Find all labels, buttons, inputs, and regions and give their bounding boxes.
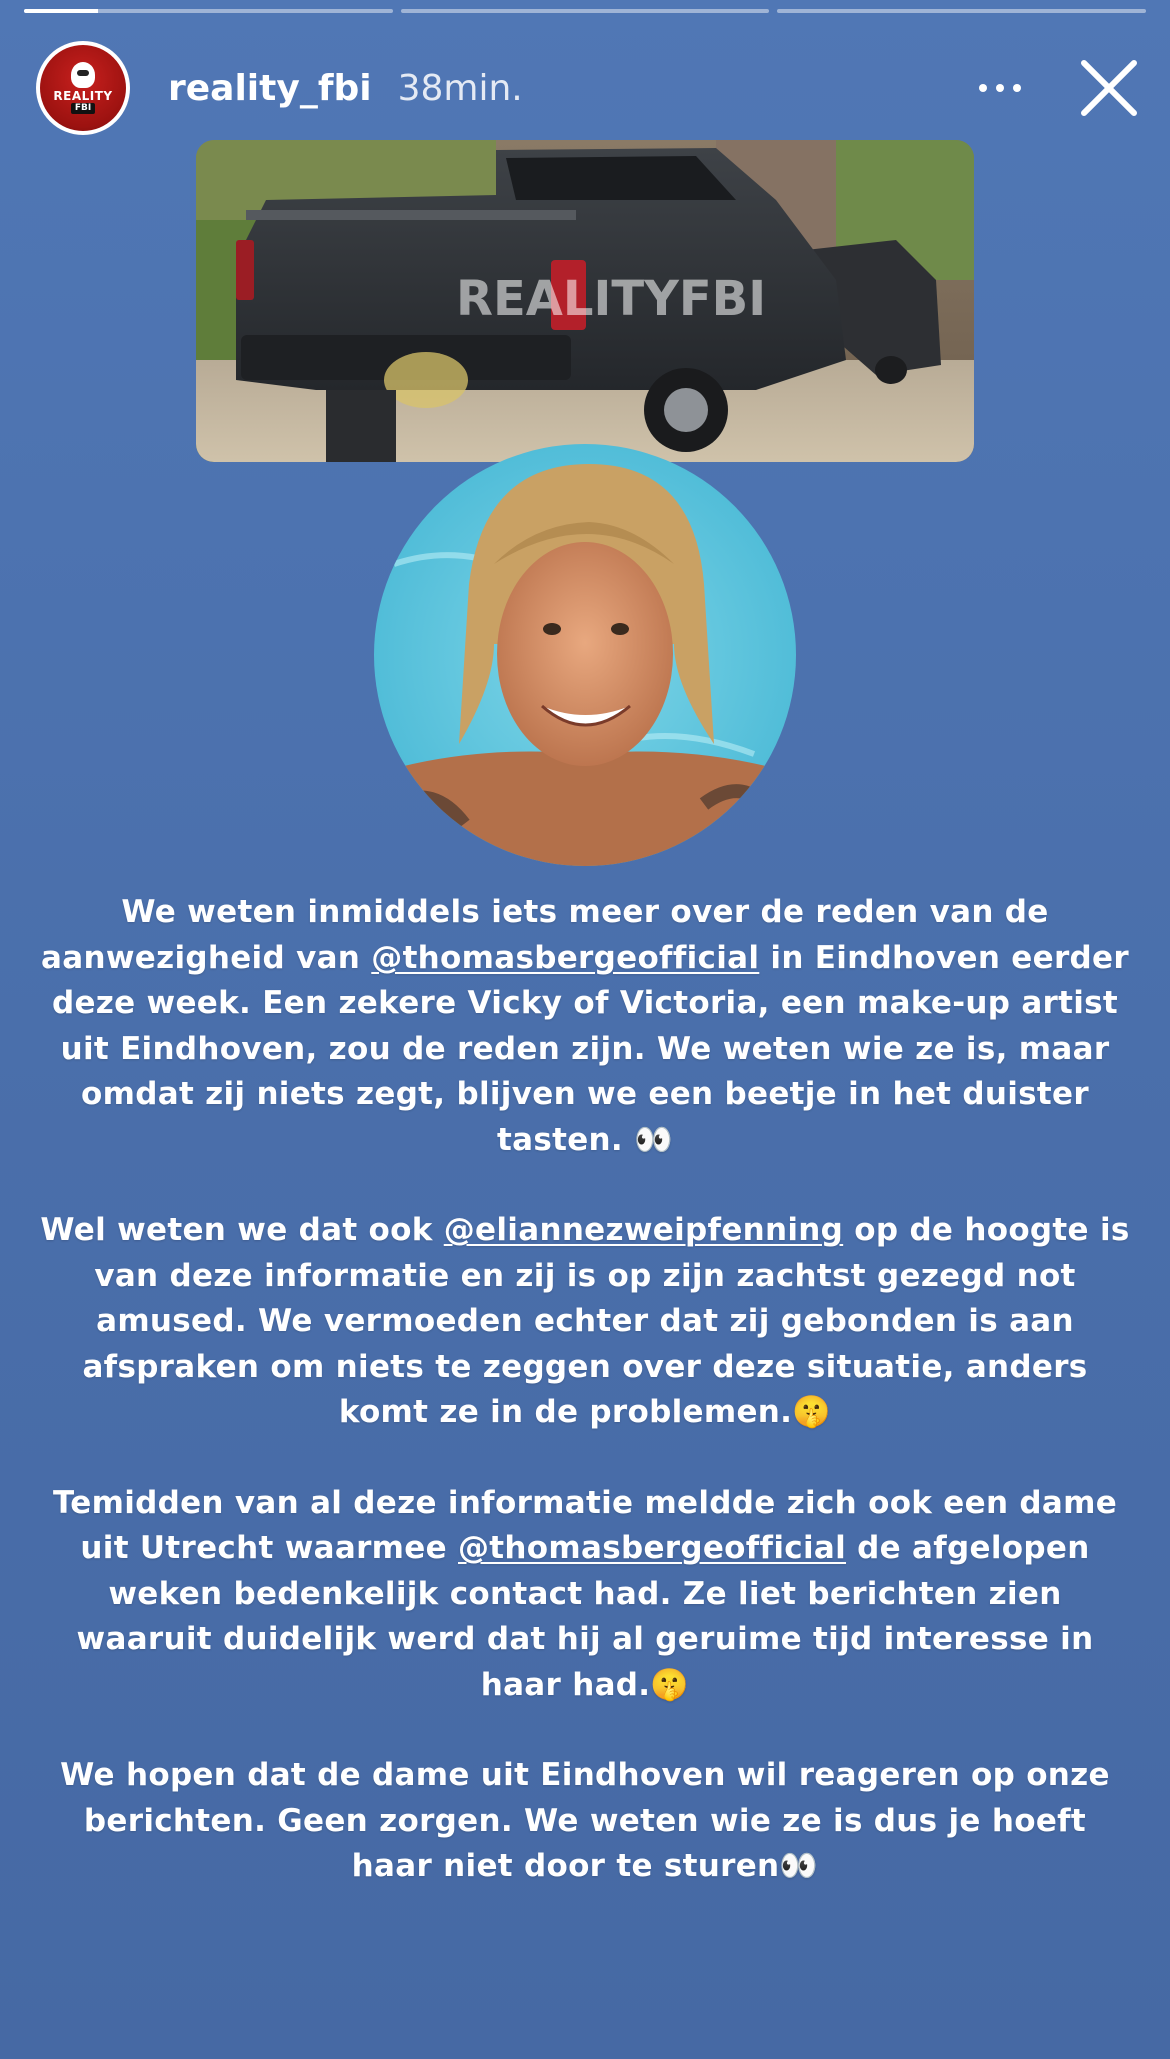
mention-link[interactable]: @thomasbergeofficial xyxy=(458,1530,847,1566)
mascot-icon xyxy=(71,62,95,88)
photo-watermark: REALITYFBI xyxy=(456,271,767,327)
profile-avatar-icon[interactable] xyxy=(36,41,130,135)
story-progress xyxy=(24,9,1146,13)
avatar-logo-text: REALITY xyxy=(53,89,113,103)
story-header xyxy=(36,40,1140,136)
truck-photo xyxy=(196,140,974,462)
post-time: 38min. xyxy=(397,67,523,109)
caption-text: Wel weten we dat ook xyxy=(40,1212,444,1248)
mention-link[interactable]: @eliannezweipfenning xyxy=(443,1212,844,1248)
more-options-icon[interactable] xyxy=(970,68,1030,108)
caption-text: op de hoogte is van deze informatie en zij is op zijn zachtst gezegd not amused. We vermoeden echter dat zij gebonden is aan afspraken om niets te zeggen over deze situatie, anders komt ze in de problemen.🤫 xyxy=(82,1212,1130,1430)
progress-segment-3 xyxy=(777,9,1146,13)
username[interactable]: reality_fbi xyxy=(168,67,372,109)
caption-text: We hopen dat de dame uit Eindhoven wil reageren op onze berichten. Geen zorgen. We weten wie ze is dus je hoeft haar niet door te sturen👀 xyxy=(60,1757,1110,1884)
caption-text: in Eindhoven eerder deze week. Een zekere Vicky of Victoria, een make-up artist uit Eindhoven, zou de reden zijn. We weten wie ze is, maar omdat zij niets zegt, blijven we een beetje in het duister tasten. 👀 xyxy=(51,939,1129,1158)
caption-paragraph-4 xyxy=(40,1753,1130,1890)
profile-photo xyxy=(374,444,796,866)
mention-link[interactable]: @thomasbergeofficial xyxy=(371,939,760,976)
progress-segment-2 xyxy=(401,9,770,13)
avatar-logo-subtext: FBI xyxy=(71,103,95,114)
progress-segment-1 xyxy=(24,9,393,13)
story-caption xyxy=(40,890,1130,1935)
caption-paragraph-1 xyxy=(40,890,1130,1163)
caption-text: Temidden van al deze informatie meldde zich ook een dame uit Utrecht waarmee xyxy=(52,1484,1118,1566)
close-icon[interactable] xyxy=(1078,57,1140,119)
caption-paragraph-2 xyxy=(40,1208,1130,1436)
caption-paragraph-3 xyxy=(40,1481,1130,1709)
caption-text: de afgelopen weken bedenkelijk contact had. Ze liet berichten zien waaruit duidelijk werd dat hij al geruime tijd interesse in haar had.🤫 xyxy=(76,1530,1094,1703)
caption-text: We weten inmiddels iets meer over de reden van de aanwezigheid van xyxy=(41,894,1049,976)
